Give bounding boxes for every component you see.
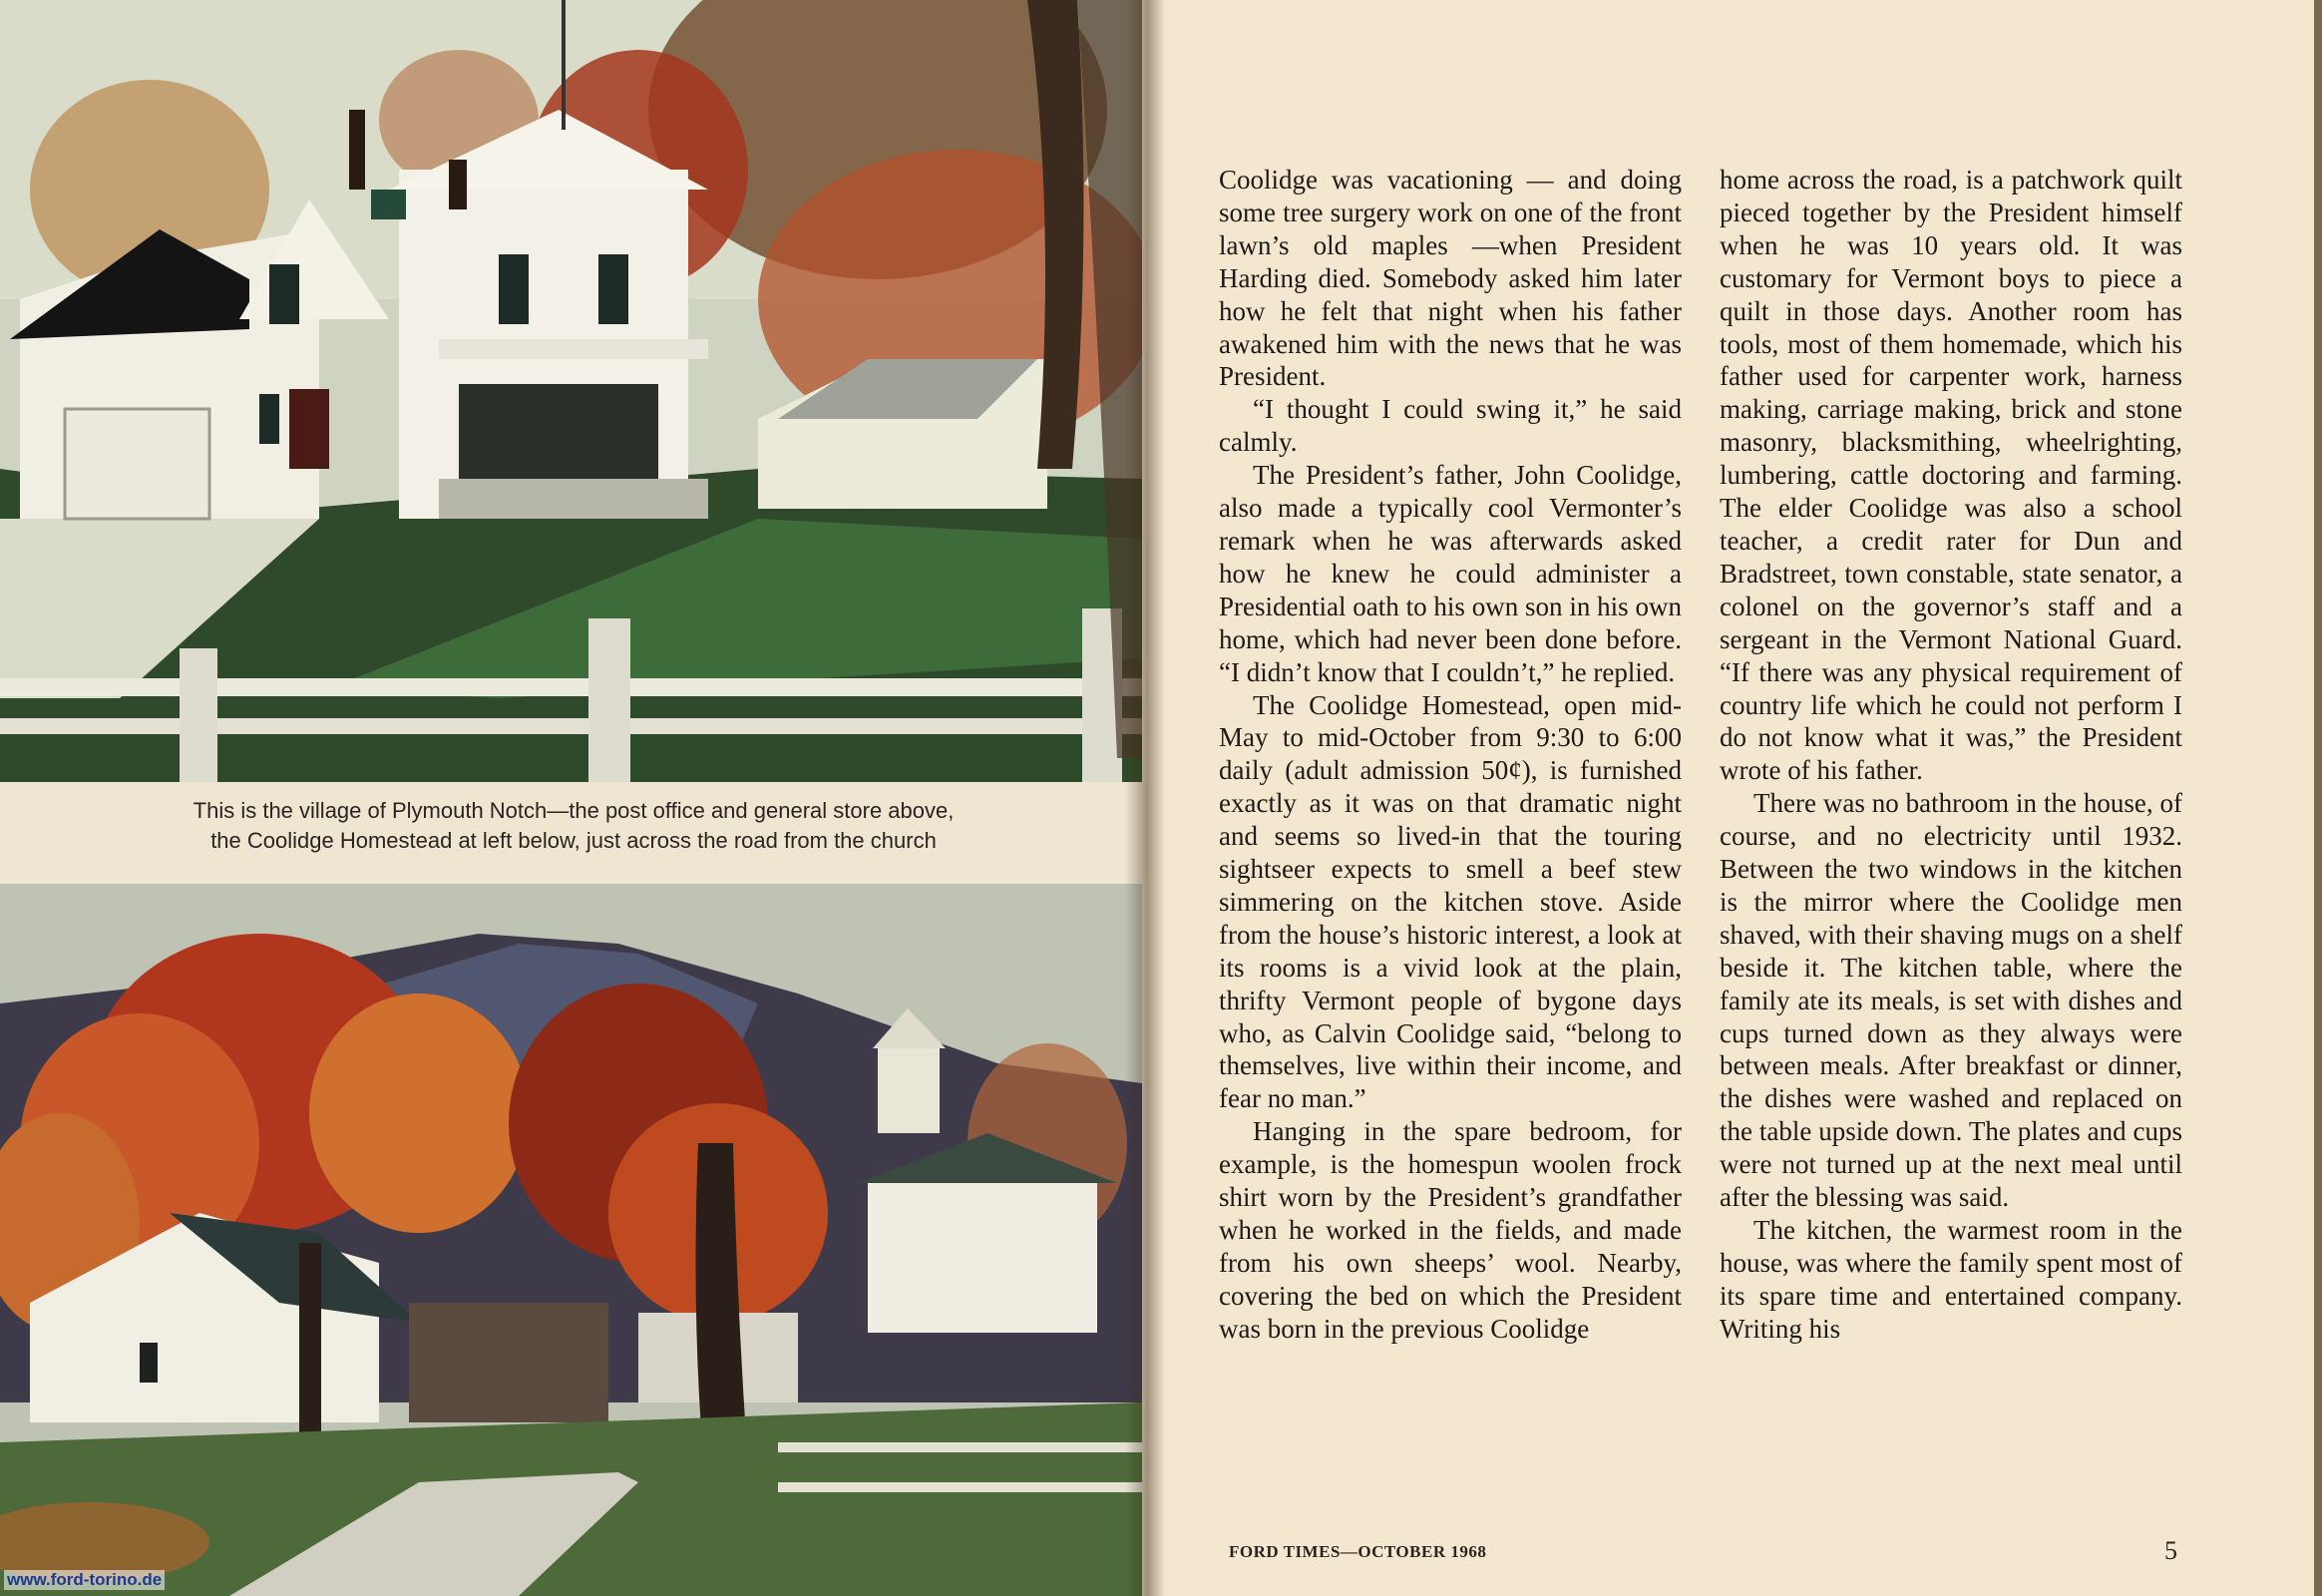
caption-line-1: This is the village of Plymouth Notch—the post office and general store above, — [193, 798, 955, 823]
paragraph: Coolidge was vacationing — and doing some tree surgery work on one of the front lawn’s old maples —when President Harding died. Somebody asked him later how he felt that night when his father awakened him with the news that he was President. — [1219, 165, 1682, 392]
paragraph: The kitchen, the warmest room in the house, was where the family spent most of its spare time and entertained company. Writing his — [1720, 1215, 2182, 1344]
paragraph: There was no bathroom in the house, of course, and no electricity until 1932. Between the two windows in the kitchen is the mirror where the Coolidge men shaved, with their shaving mugs on a shelf beside it. The kitchen table, where the family ate its meals, is set with dishes and cups turned down as they always were between meals. After breakfast or dinner, the dishes were washed and replaced on the table upside down. The plates and cups were not turned up at the next meal until after the blessing was said. — [1720, 788, 2182, 1213]
book-gutter — [1125, 0, 1165, 1596]
left-page — [0, 0, 1145, 1596]
paragraph: “I thought I could swing it,” he said calmly. — [1219, 394, 1682, 458]
page-edge — [2314, 0, 2322, 1596]
page-number: 5 — [2164, 1536, 2177, 1565]
article-column-1 — [1219, 164, 1682, 1346]
paragraph: home across the road, is a patchwork quilt pieced together by the President himself when he was 10 years old. It was customary for Vermont boys to piece a quilt in those days. Another room has tools, most of them homemade, which his father used for carpenter work, harness making, carriage making, brick and stone masonry, blacksmithing, wheelrighting, lumbering, cattle doctoring and farming. The elder Coolidge was also a school teacher, a credit rater for Dun and Bradstreet, town constable, state senator, a colonel on the governor’s staff and a sergeant in the Vermont National Guard. “If there was any physical requirement of country life which he could not perform I do not know what it was,” the President wrote of his father. — [1720, 165, 2182, 786]
caption-line-2: the Coolidge Homestead at left below, just across the road from the church — [210, 828, 937, 853]
painting-coolidge-homestead-church — [0, 884, 1142, 1596]
paragraph: The President’s father, John Coolidge, also made a typically cool Vermonter’s remark when he was afterwards asked how he knew he could administer a Presidential oath to his own son in his own home, which had never been done before. “I didn’t know that I couldn’t,” he replied. — [1219, 460, 1682, 687]
paragraph: Hanging in the spare bedroom, for example, is the homespun woolen frock shirt worn by the President’s grandfather when he worked in the fields, and made from his own sheeps’ wool. Nearby, covering the bed on which the President was born in the previous Coolidge — [1219, 1116, 1682, 1344]
running-footer: FORD TIMES—OCTOBER 1968 — [1229, 1542, 1487, 1561]
caption — [60, 796, 1087, 856]
paragraph: The Coolidge Homestead, open mid-May to mid-October from 9:30 to 6:00 daily (adult admission 50¢), is furnished exactly as it was on that dramatic night and seems so lived-in that the touring sightseer expects to smell a beef stew simmering on the kitchen stove. Aside from the house’s historic interest, a look at its rooms is a vivid look at the plain, thrifty Vermont people of bygone days who, as Calvin Coolidge said, “belong to themselves, live within their income, and fear no man.” — [1219, 689, 1682, 1114]
article-column-2 — [1720, 164, 2182, 1346]
watermark: www.ford-torino.de — [4, 1570, 165, 1590]
painting-post-office-general-store — [0, 0, 1142, 782]
